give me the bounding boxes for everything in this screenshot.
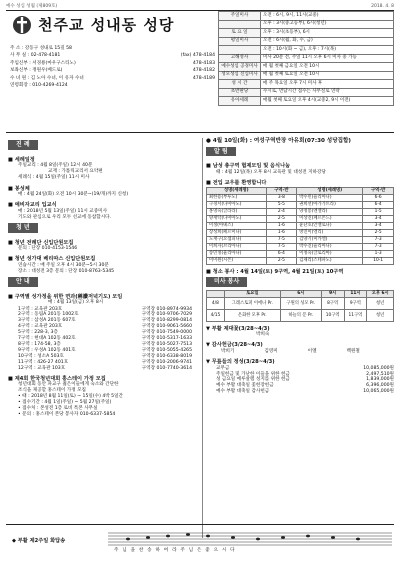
table-cell: 구원의 성모 Pr.	[280, 297, 321, 309]
table-cell: 2-4	[266, 208, 297, 215]
thanks-offering-names	[206, 349, 394, 355]
group-leader-phone: 구역장 010-7740-3614	[141, 365, 192, 371]
schedule-label	[219, 46, 261, 55]
table-cell: 방진이(엘리)	[297, 229, 363, 236]
schedule-value: 미사 20분 전, 주일 11시 오후 6시 미사 중 가능	[261, 54, 394, 63]
table-header	[207, 290, 225, 297]
table-cell: 장성희(페르미나)	[207, 229, 267, 236]
table-cell: 7-5	[266, 243, 297, 250]
youth-liturgy-a: 문의 : 단장 010-4153-1546	[18, 246, 78, 252]
group-leader-phone: 구역장 010-5027-7513	[141, 341, 192, 347]
easter-flowers-title: ▼ 부활 제대꽃(3/28~4/3)	[206, 325, 270, 332]
schedule-label: 초반판당	[219, 88, 261, 97]
table-cell: 7-5	[266, 236, 297, 243]
newcomers-table	[206, 187, 394, 265]
group-leader-phone: 구역장 010-9706-7029	[141, 312, 192, 318]
thanks-offering-title: ▼ 감사헌금(3/28~4/3)	[206, 342, 263, 349]
table-cell: 6-6	[363, 194, 394, 201]
table-cell: 9구역	[344, 297, 367, 309]
group-location: 11구역 : 426-27 401호	[18, 359, 69, 365]
table-cell: 7-3	[363, 243, 394, 250]
schedule-label: 유아세례	[219, 97, 261, 106]
footer-rule	[6, 524, 394, 525]
table-cell: 4/8	[207, 297, 225, 309]
group-leader-phone: 구역장 010-9061-5660	[141, 324, 192, 330]
homestay-title: ■ 제4회 한국청년대회 홍스테이 가정 모집	[8, 375, 106, 382]
table-row	[207, 201, 394, 208]
table-cell: 노재구(요셉피나)	[207, 236, 267, 243]
table-cell: 그레스토퍼 이에나 Pr.	[224, 297, 280, 309]
offering-row-5: 예수 부활 대축일 감사헌금 10,065,000원	[216, 389, 394, 395]
catechumen-b: 기도와 관심으로 우리 모두 선교에 동참합시다.	[18, 215, 112, 221]
section-announcements: 알 림	[206, 147, 236, 157]
schedule-row	[219, 20, 394, 29]
homestay-e: • 접수처 : 본성전 1층 로비 특본 사무실	[18, 405, 98, 411]
offerings-title: ▼ 무릎들의 정성(3/28~4/3)	[206, 359, 275, 366]
group-location: 9구역 : 우성A 102동 401호	[18, 347, 76, 353]
table-cell: 1-3	[363, 250, 394, 257]
easter-flowers-name: 박희숙	[256, 332, 270, 338]
schedule-value: 오전 : 6시, 9시, 11시(교중)	[261, 12, 394, 21]
table-row	[207, 297, 394, 309]
table-cell: 홍영숙(글라라)	[207, 208, 267, 215]
thanks-name-4: 백원철	[346, 348, 360, 354]
schedule-value: 오전 : 6시(월, 화, 수, 금)	[261, 37, 394, 46]
schedule-row	[219, 29, 394, 38]
men-meeting-a: 때 : 4월 12일(목) 오후 8시 교육관 및 대성전 지하강당	[216, 169, 326, 175]
table-cell: 7-3	[363, 236, 394, 243]
table-cell: 4/15	[207, 309, 225, 321]
group-leader-phone: 구역장 010-5055-4265	[141, 347, 192, 353]
office-phone: 사 무 실 : 02-478-4181	[10, 53, 61, 59]
section-notice: 안 내	[8, 277, 38, 287]
table-cell: 이상진(페르몬드)	[297, 215, 363, 222]
group-location: 1구역 : 교육관 203호	[18, 306, 63, 312]
table-cell: 청년	[367, 297, 394, 309]
schedule-label: 예수성심 공경미사	[219, 63, 261, 72]
header-rule	[6, 132, 394, 133]
table-cell: 양정봉(엔젤라)	[297, 208, 363, 215]
assistant: 보좌신부 : 정원우(베드로)	[10, 68, 63, 74]
schedule-value: 매 주 목요일 오후 7시 미사 후	[261, 80, 394, 89]
schedule-label	[219, 20, 261, 29]
church-logo-icon	[12, 14, 32, 36]
table-header: 구역-반	[363, 187, 394, 194]
group-location: 8구역 : 174-58, 3층	[18, 341, 61, 347]
schedule-row	[219, 37, 394, 46]
table-cell: 구경서(다미아노)	[207, 201, 267, 208]
group-leader-phone: 구역장 010-8974-9934	[141, 306, 192, 312]
table-cell: 김채리(스테파노)	[297, 257, 363, 264]
table-cell: 10-1	[363, 257, 394, 264]
schedule-row	[219, 63, 394, 72]
funeral-head: 연령회장 : 010-4269-4124	[10, 83, 68, 89]
page-title: 천주교 성내동 성당	[38, 16, 175, 34]
table-row	[207, 257, 394, 264]
group-location: 10구역 : 성소A 503호	[18, 353, 64, 359]
group-leader-phone: 구역장 010-8299-0814	[141, 318, 192, 324]
table-cell: 최한용(부루노)	[207, 194, 267, 201]
top-line	[6, 4, 394, 10]
thanks-name-2: 김영미	[264, 348, 278, 354]
table-header: 성명(세례명)	[297, 187, 363, 194]
table-cell: 이희자(브리아나)	[207, 243, 267, 250]
group-leader-phone: 구역장 010-7549-0000	[141, 330, 192, 336]
offering-row-4: 예수 부활 대축일 꽃헌장헌금 6,396,000원	[216, 383, 394, 389]
group-list	[8, 307, 200, 372]
schedule-row	[219, 71, 394, 80]
table-cell: 1-6	[266, 229, 297, 236]
schedule-value: 오전 : 10시(화 ~ 금), 오후 : 7시(목)	[261, 46, 394, 55]
schedule-row	[219, 80, 394, 89]
table-cell: 권희선(아가가트라)	[297, 201, 363, 208]
table-cell: 2-5	[266, 215, 297, 222]
youth-liturgy-title: ■ 청년 전례단 신입단원모집	[8, 239, 74, 246]
table-cell: 5-5	[266, 201, 297, 208]
group-item	[18, 366, 200, 372]
table-header: 11시	[344, 290, 367, 297]
schedule-value: 오후 : 3시(초등부), 6시	[261, 29, 394, 38]
table-row	[207, 208, 394, 215]
music-staff-icon	[108, 530, 392, 548]
psalm-lyric: 주 님 을 찬 송 하 여 라 주 님 은 좋 으 시 다	[114, 548, 236, 553]
section-youth: 청 년	[8, 223, 38, 233]
table-cell: 김양기(미카엘)	[297, 236, 363, 243]
baptism-b: 교재 : 가톨릭교리서 요약편	[48, 169, 103, 175]
table-row	[207, 215, 394, 222]
schedule-label: 고해성사	[219, 54, 261, 63]
table-cell: 6-4	[363, 201, 394, 208]
group-location: 2구역 : 동림A 201동 1002호	[18, 312, 79, 318]
schedule-row	[219, 12, 394, 21]
offering-row-2: 주일헌금 및 가난한 이들을 위한 헌금 2,497,510원	[216, 371, 394, 377]
group-location: 3구역 : 삼성A 201동 607호	[18, 318, 76, 324]
table-cell: 이미원(시몬)	[207, 257, 267, 264]
assistant-phone: 478-4182	[192, 68, 215, 74]
newcomers-title: ■ 전입 교우를 환영합니다	[206, 180, 267, 187]
schedule-label: 성 시 간	[219, 80, 261, 89]
table-cell: 1-6	[266, 222, 297, 229]
table-cell: 2-5	[266, 257, 297, 264]
schedule-label: 성모성심 신심미사	[219, 71, 261, 80]
homestay-a: 청년대회 동안 파교구 젊은이들에게 숙소와 간단한	[18, 382, 119, 387]
table-header: 6시	[280, 290, 321, 297]
group-meeting-a: 매 : 4월 13일(금) 오후 8시	[48, 300, 104, 306]
group-leader-phone: 구역장 010-2006-9741	[141, 359, 192, 365]
baptism-a: 주일교리 : 4월 8일(주일) 12시 40분	[18, 163, 93, 168]
homestay-d: • 접수기간 : 4월 1일(주일) ~ 5월 27일(주일)	[18, 399, 112, 405]
group-location: 7구역 : 현대A 102동 402호	[18, 336, 76, 342]
group-leader-phone: 구역장 010-6338-8019	[141, 353, 192, 359]
table-row	[207, 194, 394, 201]
table-header: 9시	[321, 290, 344, 297]
column-separator	[202, 138, 203, 538]
table-cell: 이정(아녜스)	[207, 222, 267, 229]
group-meeting-title: ■ 구역별 성가정을 위한 면과(稱讚저녁기도) 모임	[8, 293, 123, 300]
fax: (fax) 478-4184	[180, 53, 215, 59]
youth-choir-title: ■ 청년 성가대 베리따스 신입단원모집	[8, 256, 96, 263]
offering-row-3: 성 금요일 예루살렘 성지를 위한 헌금 1,839,000원	[216, 377, 394, 383]
communion-a: 매 : 4월 24일(화) 오전 10시 30분~(19/개)까지 신청)	[18, 192, 129, 198]
convent-phone: 478-4189	[192, 75, 215, 81]
contact-info	[10, 45, 215, 89]
schedule-label: 평일미사	[219, 37, 261, 46]
homestay-b: 조식을 제공할 홍스테이 가정 모집	[18, 387, 86, 393]
table-cell: 2-5	[363, 229, 394, 236]
table-row	[207, 236, 394, 243]
issue-date: 2018. 4. 8	[371, 4, 394, 9]
group-location: 5구역 : 228-3, 3층	[18, 330, 58, 336]
group-location: 12구역 : 교육관 103호	[18, 365, 66, 371]
table-cell: 3-4	[363, 215, 394, 222]
youth-choir-b: 장소 : 대성전 3층 문의 : 단장 010-8763-5345	[18, 269, 115, 275]
table-header: 성명(세례명)	[207, 187, 267, 194]
women-outing: ● 4월 10일(화) : 여성구역반장 아유회(07:30 성당집합)	[206, 138, 351, 144]
baptism-c: 세례식 : 4월 15일(주일) 11시 미사	[18, 175, 90, 181]
table-row	[207, 229, 394, 236]
convent: 수 녀 원 : 김 노아 수녀, 이 유자 수녀	[10, 75, 84, 81]
table-row	[207, 243, 394, 250]
communion-title: ■ 봉성체	[8, 185, 30, 192]
psalm-footer	[8, 528, 392, 556]
mass-schedule	[218, 11, 394, 106]
table-cell: 박수진(율리아나)	[297, 243, 363, 250]
pastor: 주임신부 : 서경룡(마우구스티노)	[10, 60, 76, 66]
left-column	[8, 138, 200, 417]
psalm-label: ◆ 부활 제2주일 화답송	[12, 538, 66, 544]
schedule-row	[219, 88, 394, 97]
table-cell: 하늘의 문 Pr.	[280, 309, 321, 321]
schedule-value: 매 월 첫째 금요일 오전 10시	[261, 63, 394, 72]
schedule-value: 매월 첫째 토요일 오후 4시(교중2, 9시 이전)	[261, 97, 394, 106]
section-liturgy: 진 례	[8, 140, 38, 150]
table-row	[207, 222, 394, 229]
group-leader-phone: 구역장 010-5317-1633	[141, 336, 192, 342]
schedule-value: 매 월 첫째 토요일 오전 10시	[261, 71, 394, 80]
catechumen-title: ■ 예비자교리 입교식	[8, 202, 57, 209]
section-mass-service: 미사 봉사	[206, 277, 247, 287]
baptism-title: ■ 세례일정	[8, 156, 35, 163]
schedule-row	[219, 97, 394, 106]
homestay-f: • 문의 : 홍스테이 본당 봉사자 010-6337-5854	[18, 411, 116, 417]
schedule-value: 수시로, 면담시간 접수는 사무실로 연락	[261, 88, 394, 97]
address: 주 소 : 강동구 성내로 15길 58	[10, 46, 72, 51]
issue-label: 예수 성심 성월 (제809호)	[6, 4, 58, 9]
catechumen-a: 매 : 2018년 5월 13일(주일) 11시 교중미사	[18, 208, 108, 214]
table-row	[207, 309, 394, 321]
table-cell: 송민정(율리아나)	[207, 250, 267, 257]
schedule-label: 토 요 일	[219, 29, 261, 38]
schedule-value: 오후 : 3시(중고등부), 6시(청년)	[261, 20, 394, 29]
table-cell: 6-4	[266, 250, 297, 257]
cleaning-service: ■ 청소 봉사 : 4월 14일(토) 9구역, 4월 21일(토) 10구역	[206, 268, 344, 275]
table-header: 구역-반	[266, 187, 297, 194]
table-cell: 10구역	[321, 309, 344, 321]
thanks-name-3: 이엘	[307, 348, 317, 354]
table-cell: 온화한 모후 Pr.	[224, 309, 280, 321]
schedule-label: 주일미사	[219, 12, 261, 21]
pastor-phone: 478-4183	[192, 60, 215, 66]
table-cell: 3-4	[363, 222, 394, 229]
table-cell: 3-8	[266, 194, 297, 201]
table-cell: 양재탁(다미아노)	[207, 215, 267, 222]
men-meeting-title: ■ 남성 총구역 협제모임 및 음식나눔	[206, 163, 291, 170]
table-cell: 청년	[367, 309, 394, 321]
table-cell: 윤난호(안젤로나)	[297, 222, 363, 229]
offering-row-1: 교무금 10,085,000원	[216, 365, 394, 371]
table-cell: 박수민(율리아나)	[297, 194, 363, 201]
right-column	[206, 138, 394, 395]
mass-service-table	[206, 290, 394, 322]
thanks-name-1: 박희기	[221, 348, 235, 354]
schedule-row	[219, 46, 394, 55]
table-header: 토요일	[224, 290, 280, 297]
table-header: 오후 6시	[367, 290, 394, 297]
youth-choir-a: 연습시간 : 매 주일 오후 4시 30분~5시 30분	[18, 262, 109, 268]
group-location: 4구역 : 교육관 203호	[18, 324, 63, 330]
table-cell: 이정숙(글로리아)	[297, 250, 363, 257]
table-cell: 8구역	[321, 297, 344, 309]
schedule-row	[219, 54, 394, 63]
table-cell: 11구역	[344, 309, 367, 321]
homestay-c: • 때 : 2018년 8월 11일(토) ~ 15일(수) 4박 5일간	[18, 393, 123, 399]
table-cell: 1-5	[363, 208, 394, 215]
table-row	[207, 250, 394, 257]
